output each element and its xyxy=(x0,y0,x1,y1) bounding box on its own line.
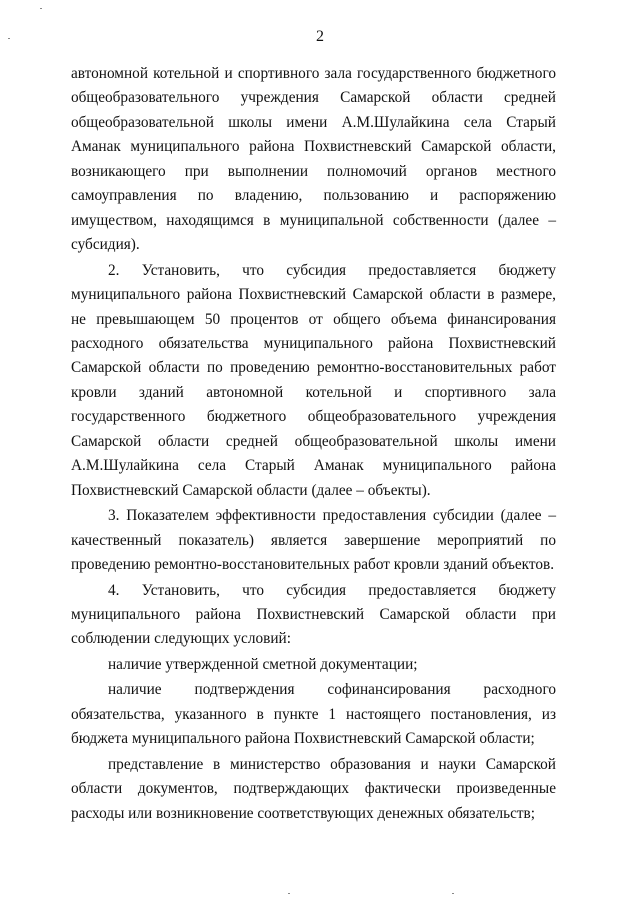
paragraph-item-4: 4. Установить, что субсидия предоставляется бюджету муниципального района Похвистневский Самарской области при соблюдении следующих условий: xyxy=(71,581,556,648)
condition-item: наличие подтверждения софинансирования расходного обязательства, указанного в пункте 1 настоящего постановления, из бюджета муниципального района Похвистневский Самарской области; xyxy=(71,681,556,748)
condition-item: представление в министерство образования и науки Самарской области документов, подтверждающих фактически произведенные расходы или возникновение соответствующих денежных обязательств; xyxy=(71,755,556,822)
condition-item: наличие утвержденной сметной документации; xyxy=(108,655,418,673)
paragraph-item-2: 2. Установить, что субсидия предоставляется бюджету муниципального района Похвистневский Самарской области в размере, не превышающем 50 процентов от общего объема финансирования расходного обязательства муниципального района Похвистневский Самарской области по проведению ремонтно-восстановительных работ кровли зданий автономной котельной и спортивного зала государственного бюджетного общеобразовательного учреждения Самарской области средней общеобразовательной школы имени А.М.Шулайкина села Старый Аманак муниципального района Похвистневский Самарской области (далее – объекты). xyxy=(71,261,556,499)
scan-speck xyxy=(40,8,42,9)
paragraph-item-3: 3. Показателем эффективности предоставления субсидии (далее – качественный показатель) является завершение мероприятий по проведению ремонтно-восстановительных работ кровли зданий объектов. xyxy=(71,507,556,574)
page-number: 2 xyxy=(316,28,324,45)
scan-speck xyxy=(288,893,290,894)
scan-speck xyxy=(452,893,454,894)
document-body xyxy=(71,62,556,826)
paragraph-continuation: автономной котельной и спортивного зала государственного бюджетного общеобразовательного учреждения Самарской области средней общеобразовательной школы имени А.М.Шулайкина села Старый Аманак муниципального района Похвистневский Самарской области, возникающего при выполнении полномочий органов местного самоуправления по владению, пользованию и распоряжению имуществом, находящимся в муниципальной собственности (далее – субсидия). xyxy=(71,65,556,254)
